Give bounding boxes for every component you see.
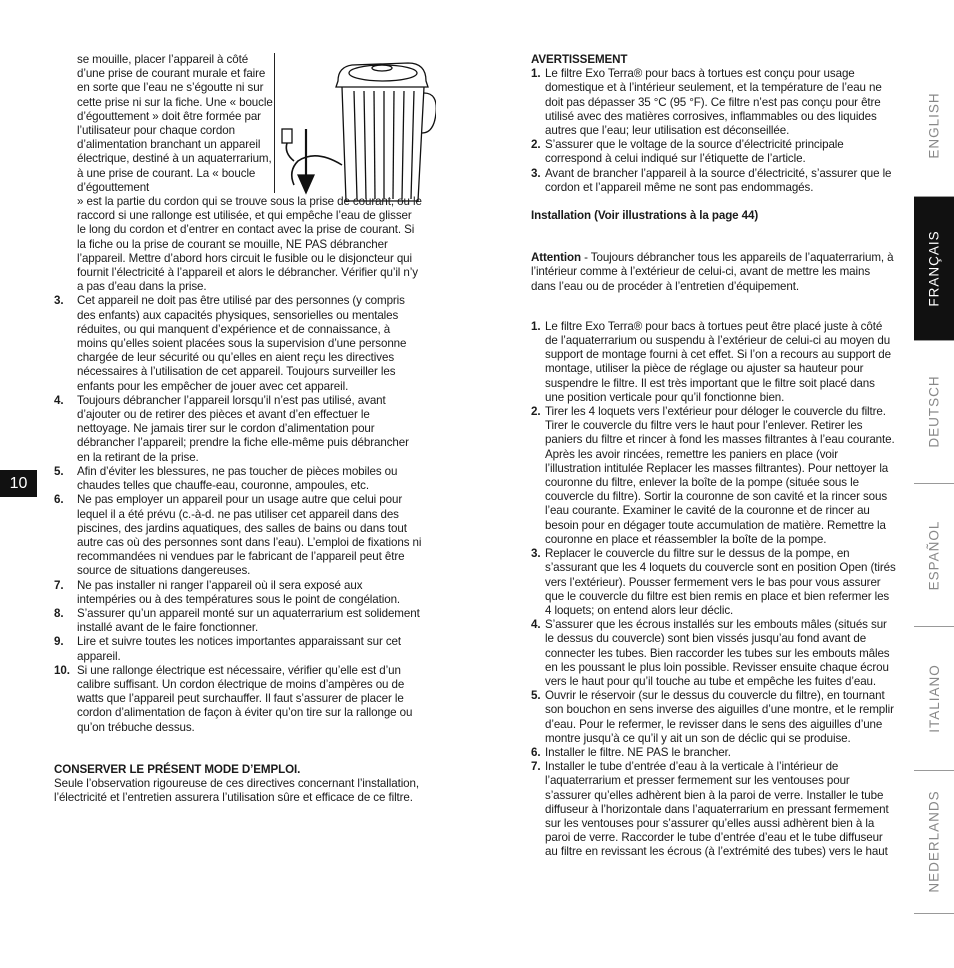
safety-item-text: Afin d’éviter les blessures, ne pas toucher de pièces mobiles ou chaudes telles que chauffe-eau, couronne, ampoules, etc. [77,464,398,493]
safety-item-number: 5. [54,464,64,478]
installation-step-number: 4. [531,618,541,632]
warning-heading: AVERTISSEMENT [531,53,628,66]
installation-step-number: 1. [531,319,541,333]
safety-item-text: Ne pas installer ni ranger l’appareil où il sera exposé aux intempéries ou à des températures sous le point de congélation. [77,578,401,606]
warning-item-number: 3. [531,166,541,180]
safety-item-text: Toujours débrancher l’appareil lorsqu’il n’est pas utilisé, avant d’ajouter ou de retirer des pièces et avant d’en effectuer le nettoyage. Ne jamais tirer sur le cordon d’alimentation pour débrancher l’appareil; prendre la fiche elle-même puis débrancher en la retirant de la prise. [77,393,409,464]
safety-item-text: Cet appareil ne doit pas être utilisé par des personnes (y compris des enfants) aux capacités physiques, sensorielles ou mentales réduites, ou qui manquent d’expérience et de connaissance, à moins qu’elles soient placées sous la supervision d’une personne chargée de leur sécurité ou qu’elles en aient reçu les directives nécessaires à l’utilisation de cet appareil. Toujours surveiller les enfants pour les empêcher de jouer avec cet appareil. [77,294,407,393]
installation-heading: Installation (Voir illustrations à la page 44) [531,209,759,223]
language-tab-3[interactable] [914,341,954,484]
keep-instructions-text: Seule l’observation rigoureuse de ces directives concernant l’installation, l’électricité et l’entretien assurera l’utilisation sûre et efficace de ce filtre. [54,776,419,805]
safety-item-number: 3. [54,294,64,308]
language-tab-label: NEDERLANDS [926,790,942,893]
language-tab-label: ESPAÑOL [926,520,942,591]
safety-item [54,635,422,663]
installation-step [531,689,896,746]
safety-item-text: S’assurer qu’un appareil monté sur un aquaterrarium est solidement installé avant de le faire fonctionner. [77,606,420,635]
warning-item-text: S’assurer que le voltage de la source d’électricité principale correspond à celui indiqué sur l’étiquette de l’article. [545,138,844,166]
intro-paragraph: se mouille, placer l’appareil à côté d’une prise de courant murale et faire en sorte que l’eau ne s’égoutte ni sur cette prise ni sur la fiche. Une « boucle d’égouttement » doit être formée par l’utilisateur pour chaque cordon d’alimentation branchant un appareil électrique, destiné à un aquaterrarium, à une prise de courant. La « boucle d’égouttement [77,53,273,194]
page-number: 10 [0,470,37,497]
safety-item [54,606,422,635]
installation-steps [531,320,896,860]
safety-item-text: Lire et suivre toutes les notices importantes apparaissant sur cet appareil. [77,635,401,663]
language-sidebar [914,54,954,914]
installation-step [531,746,896,760]
safety-item-text: Ne pas employer un appareil pour un usage autre que celui pour lequel il a été prévu (c.-à-d. ne pas utiliser cet appareil dans des piscines, des jardins aquatiques, des salles de bains ou dans tout autre cas où des personnes sont dans l’eau). L’emploi de fixations ni recommandées ni vendues par le fabricant de l’appareil peut être source de situations dangereuses. [77,493,422,578]
language-tab-2[interactable] [914,197,954,340]
safety-item-text: Si une rallonge électrique est nécessaire, vérifier qu’elle est d’un calibre suffisant. Un cordon électrique de moins d’ampères ou de watts que l’appareil peut surchauffer. Il faut s’assurer de placer le cordon d’alimentation de façon à éviter qu’on tire sur la rallonge ou qu’on trébuche dessus. [77,663,413,734]
warning-list [531,67,896,195]
safety-item [54,493,422,578]
keep-instructions-heading: CONSERVER LE PRÉSENT MODE D’EMPLOI. [54,762,301,776]
installation-step-number: 3. [531,547,541,561]
installation-step [531,760,896,859]
warning-item-number: 1. [531,67,541,81]
language-tab-label: ENGLISH [926,92,942,159]
safety-item-number: 8. [54,606,64,620]
attention-paragraph [531,251,896,294]
safety-item-number: 4. [54,393,64,407]
safety-list [54,294,422,734]
language-tab-5[interactable] [914,627,954,770]
language-tab-4[interactable] [914,484,954,627]
safety-item [54,464,422,493]
safety-item-number: 9. [54,635,64,649]
installation-step-number: 5. [531,689,541,703]
safety-item [54,294,422,393]
installation-step-text: S’assurer que les écrous installés sur les embouts mâles (situés sur le dessus du couvercle) sont bien vissés jusqu’au fond avant de connecter les tubes. Bien raccorder les tubes sur les embouts mâles en les poussant le plus loin possible. Revisser ensuite chaque écrou vers le haut pour qu’il touche au tube et empêche les fuites d’eau. [545,618,890,688]
warning-item [531,138,896,166]
safety-item [54,393,422,465]
installation-step-number: 2. [531,405,541,419]
safety-item [54,663,422,735]
language-tab-label: ITALIANO [926,664,942,733]
attention-text: - Toujours débrancher tous les appareils de l’aquaterrarium, à l’intérieur comme à l’extérieur de celui-ci, avant de mettre les mains dans l’eau ou de procéder à l’entretien d’équipement. [531,251,894,293]
language-tab-6[interactable] [914,771,954,914]
installation-step-number: 6. [531,745,541,759]
intro-continued: » est la partie du cordon qui se trouve sous la prise de courant, ou le raccord si une rallonge est utilisée, et qui empêche l’eau de glisser le long du cordon et d’entrer en contact avec la prise de courant. Si la fiche ou la prise de courant se mouille, NE PAS débrancher l’appareil. Mettre d’abord hors circuit le fusible ou le disjoncteur qui fournit l’électricité à l’appareil et alors le débrancher. Vérifier qu’il n’y a pas d’eau dans la prise. [77,195,422,294]
warning-item [531,67,896,138]
safety-item-number: 10. [54,663,70,677]
left-column [54,53,422,805]
language-tab-1[interactable] [914,54,954,197]
warning-item-text: Le filtre Exo Terra® pour bacs à tortues est conçu pour usage domestique et à l’intérieur seulement, et la température de l’eau ne doit pas dépasser 35 °C (95 °F). Ce filtre n’est pas conçu pour être utilisé avec des matières corrosives, inflammables ou des liquides autres que l’eau; leur utilisation est déconseillée. [545,67,882,138]
installation-step-text: Le filtre Exo Terra® pour bacs à tortues peut être placé juste à côté de l’aquaterrarium ou suspendu à l’extérieur de celui-ci au moyen du support de montage fourni à cet effet. Si l’on a recours au support de montage, utiliser la pièce de réglage ou ajuster sa hauteur pour suspendre le filtre. Il est très important que le filtre soit placé dans une position verticale pour qu’il fonctionne bien. [545,319,891,404]
safety-item-number: 6. [54,493,64,507]
right-column [531,53,896,860]
installation-step-text: Tirer les 4 loquets vers l’extérieur pour déloger le couvercle du filtre. Tirer le couvercle du filtre vers le haut pour l’enlever. Retirer les paniers du filtre et rincer à fond les masses filtrantes à l’eau courante. Après les avoir rincées, remettre les paniers en place (voir l’illustration intitulée Replacer les masses filtrantes). Pour nettoyer la couronne du filtre, enlever la boîte de la pompe (située sous le couvercle du filtre). Sortir la couronne de son cavité et la rincer sous l’eau courante. Examiner le cavité de la couronne et de rincer au besoin pour en dégager toute accumulation de matière. Remettre la couronne en place et réassembler la boîte de la pompe. [545,405,895,546]
installation-step-text: Installer le filtre. NE PAS le brancher. [545,745,731,759]
installation-step-number: 7. [531,760,541,774]
warning-item [531,167,896,195]
installation-step-text: Replacer le couvercle du filtre sur le dessus de la pompe, en s’assurant que les 4 loquets du couvercle sont en position Open (tirés vers l’extérieur). Pousser fermement vers le bas pour vous assurer que le couvercle du filtre est bien remis en place et bien refermer les 4 loquets; on entend alors leur déclic. [545,547,896,617]
installation-step-text: Ouvrir le réservoir (sur le dessus du couvercle du filtre), en tournant son bouchon en sens inverse des aiguilles d’une montre, et le remplir d’eau. Pour le refermer, le revisser dans le sens des aiguilles d’une montre jusqu’à ce qu’il y ait un son de déclic qui se produise. [545,689,894,745]
attention-label: Attention [531,251,581,265]
language-tab-label: DEUTSCH [926,375,942,448]
installation-step [531,405,896,547]
safety-item-number: 7. [54,578,64,592]
language-tab-label: FRANÇAIS [926,230,942,307]
installation-step [531,618,896,689]
installation-step [531,320,896,405]
warning-item-text: Avant de brancher l’appareil à la source d’électricité, s’assurer que le cordon et l’appareil même ne sont pas endommagés. [545,166,892,194]
safety-item [54,578,422,607]
installation-step-text: Installer le tube d’entrée d’eau à la verticale à l’intérieur de l’aquaterrarium et presser fermement sur les ventouses pour s’assurer qu’elles adhèrent bien à la paroi de verre. Installer le tube diffuseur à l’horizontale dans l’aquaterrarium en pressant fermement sur les ventouses pour s’assurer qu’elles aussi adhèrent bien à la paroi de verre. Raccorder le tube d’entrée d’eau et le tube diffuseur au filtre en revissant les écrous (à l’extrémité des tubes) vers le haut [545,760,889,859]
installation-step [531,547,896,618]
warning-item-number: 2. [531,138,541,152]
